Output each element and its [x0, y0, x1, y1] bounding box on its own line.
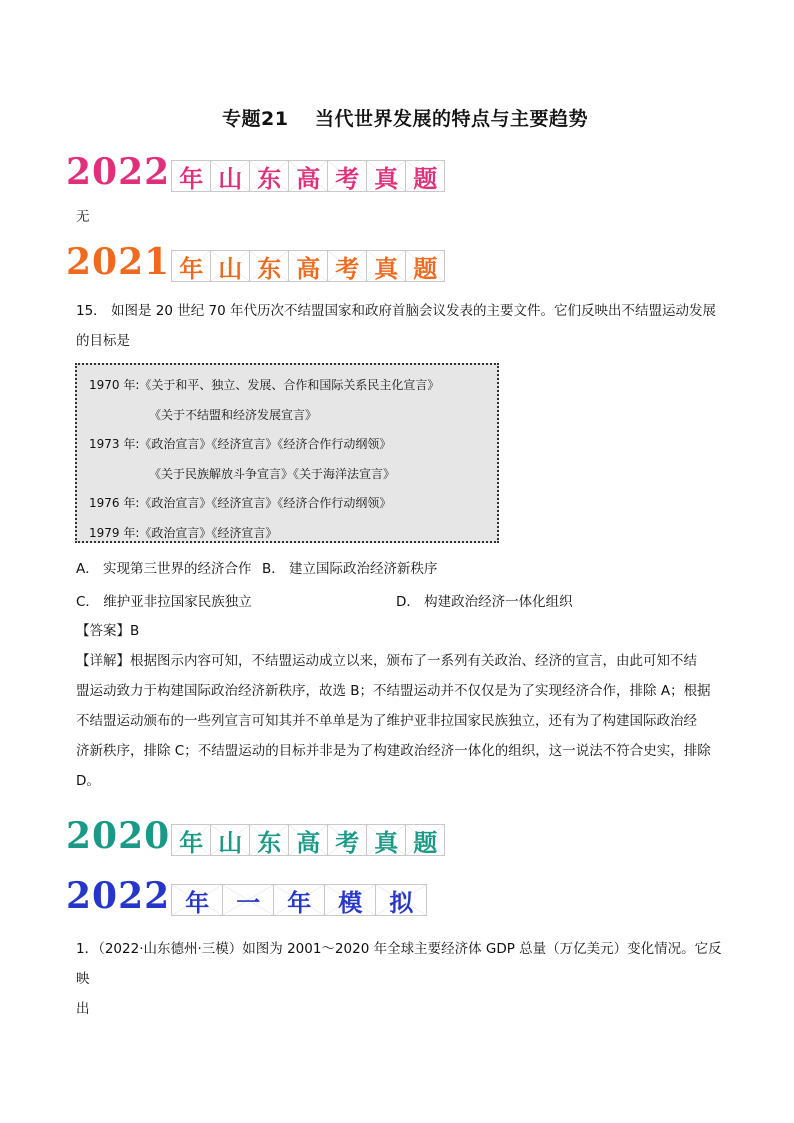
question-stem-line: 15． 如图是 20 世纪 70 年代历次不结盟国家和政府首脑会议发表的主要文件。它们反映出不结盟运动发展: [76, 303, 716, 319]
documents-list-box: [75, 363, 499, 543]
explanation-line: 济新秩序，排除 C；不结盟运动的目标并非是为了构建政治经济一体化的组织，这一说法不符合史实，排除: [76, 743, 711, 759]
answer-line: 【答案】B: [76, 623, 140, 639]
section-2022-none: 无: [76, 209, 90, 225]
question-1-stem: [76, 934, 726, 1024]
banner-2021-shandong-exam: [66, 238, 445, 282]
banner-char: 东: [249, 824, 289, 856]
banner-2022-mock-exam: [66, 872, 427, 916]
banner-char: 考: [327, 160, 367, 192]
option-b: B． 建立国际政治经济新秩序: [262, 561, 438, 577]
document-line: 1973 年:《政治宣言》《经济宣言》《经济合作行动纲领》: [89, 437, 392, 451]
question-stem-line: 的目标是: [76, 333, 130, 349]
document-line: 1976 年:《政治宣言》《经济宣言》《经济合作行动纲领》: [89, 496, 392, 510]
banner-2022-shandong-exam: [66, 148, 445, 192]
banner-char: 年: [273, 884, 325, 916]
banner-char: 真: [366, 824, 406, 856]
banner-char: 高: [288, 160, 328, 192]
question-stem-line: 1．（2022·山东德州·三模）如图为 2001～2020 年全球主要经济体 GDP 总量（万亿美元）变化情况。它反映: [76, 941, 722, 987]
banner-char: 东: [249, 250, 289, 282]
question-15-stem: [76, 296, 726, 356]
banner-char: 考: [327, 824, 367, 856]
banner-2020-shandong-exam: [66, 812, 445, 856]
banner-char: 考: [327, 250, 367, 282]
banner-char: 山: [210, 250, 250, 282]
banner-char: 年: [171, 884, 223, 916]
page-title: 专题21 当代世界发展的特点与主要趋势: [222, 108, 589, 130]
document-line: 《关于不结盟和经济发展宣言》: [149, 407, 318, 422]
banner-year: 2022: [66, 875, 171, 917]
banner-char: 年: [171, 160, 211, 192]
banner-char: 年: [171, 250, 211, 282]
banner-year: 2021: [66, 241, 171, 283]
banner-char: 题: [405, 160, 445, 192]
option-d: D． 构建政治经济一体化组织: [396, 594, 573, 610]
document-line: 1979 年:《政治宣言》《经济宣言》: [89, 525, 278, 540]
explanation-line: 【详解】根据图示内容可知，不结盟运动成立以来，颁布了一系列有关政治、经济的宣言，由此可知不结: [76, 653, 697, 669]
explanation: [76, 646, 726, 796]
banner-year: 2022: [66, 151, 171, 193]
document-line: 《关于民族解放斗争宣言》《关于海洋法宣言》: [149, 466, 396, 481]
banner-char: 真: [366, 160, 406, 192]
option-c: C． 维护亚非拉国家民族独立: [76, 594, 252, 610]
banner-char: 一: [222, 884, 274, 916]
banner-char: 高: [288, 824, 328, 856]
explanation-line: 不结盟运动颁布的一些列宣言可知其并不单单是为了维护亚非拉国家民族独立，还有为了构建国际政治经: [76, 713, 697, 729]
banner-char: 题: [405, 250, 445, 282]
banner-char: 题: [405, 824, 445, 856]
banner-char: 山: [210, 160, 250, 192]
banner-year: 2020: [66, 815, 171, 857]
banner-char: 拟: [375, 884, 427, 916]
explanation-line: 盟运动致力于构建国际政治经济新秩序，故选 B；不结盟运动并不仅仅是为了实现经济合作，排除 A；根据: [76, 683, 711, 699]
option-a: A． 实现第三世界的经济合作: [76, 561, 252, 577]
banner-char: 真: [366, 250, 406, 282]
question-stem-line: 出: [76, 1001, 90, 1017]
explanation-line: D。: [76, 773, 100, 789]
banner-char: 东: [249, 160, 289, 192]
banner-char: 模: [324, 884, 376, 916]
banner-char: 山: [210, 824, 250, 856]
banner-char: 高: [288, 250, 328, 282]
banner-char: 年: [171, 824, 211, 856]
document-line: 1970 年:《关于和平、独立、发展、合作和国际关系民主化宣言》: [89, 378, 440, 392]
